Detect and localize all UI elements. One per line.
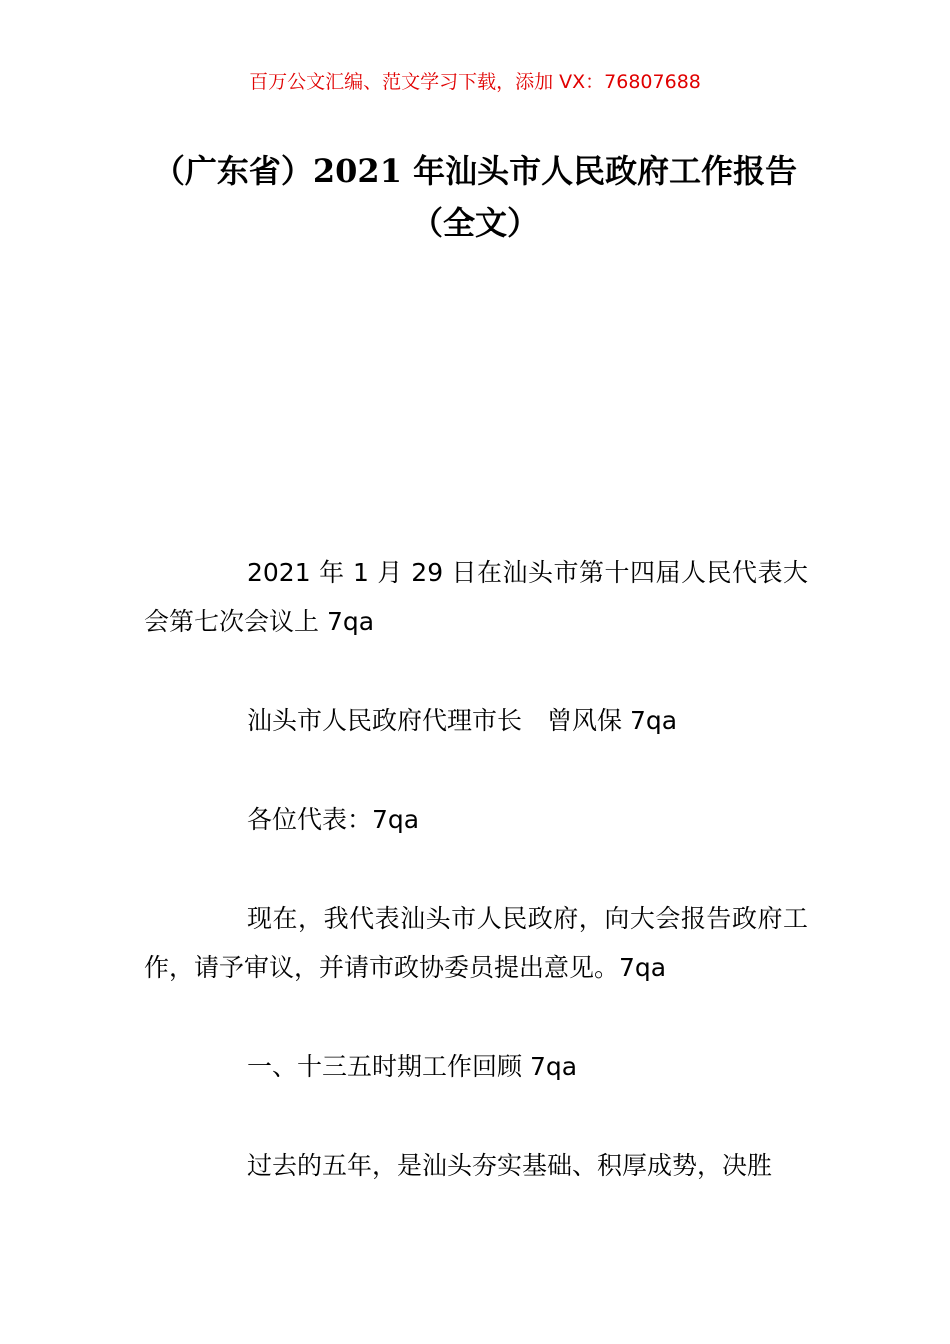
document-body: [144, 548, 808, 1240]
paragraph-intro: 现在，我代表汕头市人民政府，向大会报告政府工作，请予审议，并请市政协委员提出意见。7qa: [144, 904, 808, 982]
header-note: 百万公文汇编、范文学习下载，添加 VX：76807688: [249, 71, 701, 93]
section-heading: 一、十三五时期工作回顾 7qa: [247, 1052, 578, 1081]
paragraph-salutation: 各位代表：7qa: [247, 805, 420, 834]
paragraph-meeting-date: 2021 年 1 月 29 日在汕头市第十四届人民代表大会第七次会议上 7qa: [144, 558, 808, 636]
paragraph-speaker: 汕头市人民政府代理市长 曾风保 7qa: [247, 706, 678, 735]
paragraph-review: 过去的五年，是汕头夯实基础、积厚成势，决胜: [247, 1151, 773, 1180]
document-title: （广东省）2021 年汕头市人民政府工作报告（全文）: [152, 152, 798, 242]
